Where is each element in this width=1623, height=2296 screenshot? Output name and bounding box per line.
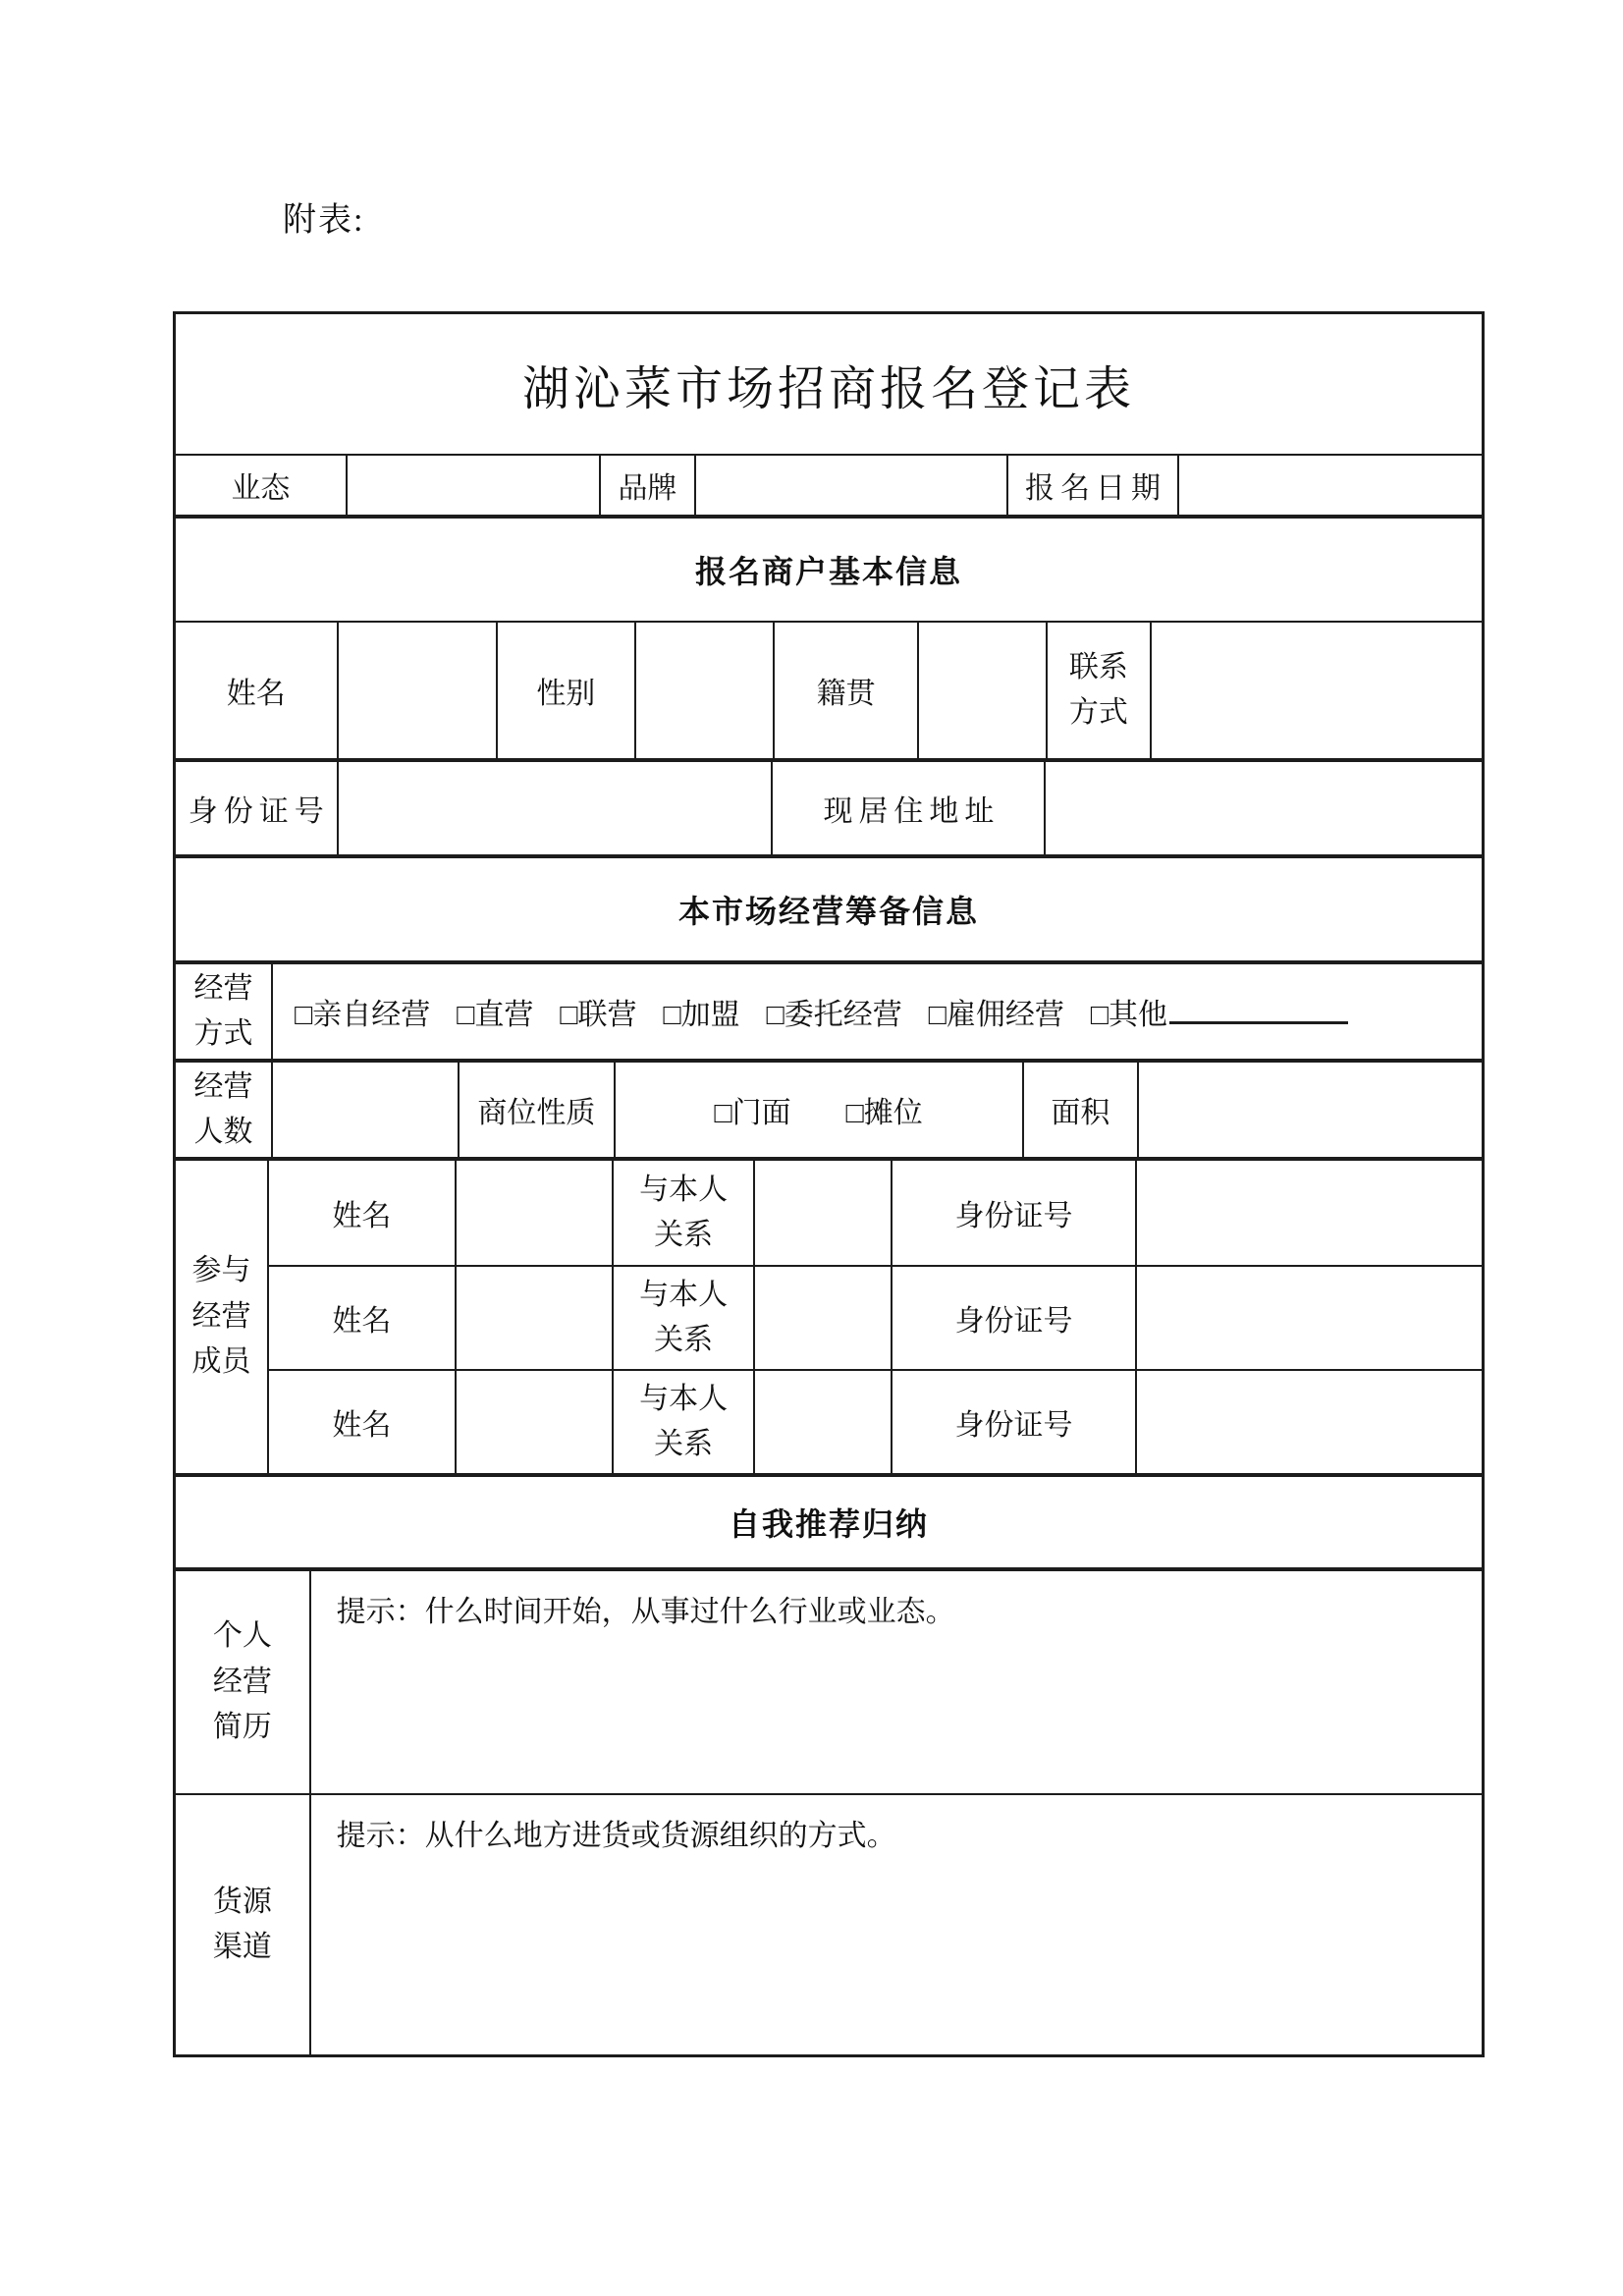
address-input[interactable]: [1044, 762, 1482, 854]
basic-info-row: [176, 454, 1482, 515]
member3-relation-label: [612, 1371, 752, 1473]
member1-relation-label-text: 与本人关系: [639, 1173, 729, 1251]
members-rows: [267, 1161, 1482, 1473]
booth-type-label: 商位性质: [458, 1063, 613, 1157]
business-type-label: 业态: [231, 472, 291, 505]
members-section: [176, 1157, 1482, 1473]
member3-relation-label-text: 与本人关系: [639, 1382, 729, 1460]
member3-name-input[interactable]: [455, 1371, 613, 1473]
staff-count-input[interactable]: [271, 1063, 458, 1157]
staff-booth-row: [176, 1059, 1482, 1157]
operate-mode-label-text: 经营方式: [193, 971, 253, 1050]
checkbox-option-joint[interactable]: □联营: [560, 999, 637, 1031]
brand-label: 品牌: [599, 456, 694, 515]
registration-form-table: [173, 311, 1485, 2057]
member-row-1: [267, 1161, 1482, 1265]
checkbox-option-other[interactable]: [1091, 990, 1348, 1033]
id-number-input[interactable]: [337, 762, 772, 854]
checkbox-option-storefront[interactable]: □门面: [714, 1097, 791, 1129]
history-label: [176, 1571, 309, 1793]
staff-count-label: [176, 1063, 271, 1157]
id-address-row: [176, 758, 1482, 854]
member1-name-input[interactable]: [455, 1161, 613, 1265]
staff-count-label-text: 经营人数: [193, 1069, 253, 1148]
annex-label: 附表:: [283, 202, 365, 239]
reg-date-input[interactable]: [1177, 456, 1482, 515]
supply-label: [176, 1795, 309, 2054]
member3-name-label: 姓名: [267, 1371, 454, 1473]
booth-type-options: [614, 1063, 1022, 1157]
member3-id-input[interactable]: [1135, 1371, 1482, 1473]
member3-relation-input[interactable]: [753, 1371, 891, 1473]
member1-id-input[interactable]: [1135, 1161, 1482, 1265]
member3-id-label: 身份证号: [891, 1371, 1136, 1473]
checkbox-option-entrust[interactable]: □委托经营: [766, 999, 902, 1031]
gender-label: 性别: [496, 623, 634, 758]
native-place-input[interactable]: [917, 623, 1045, 758]
contact-input[interactable]: [1150, 623, 1482, 758]
section-market-prep-title: 本市场经营筹备信息: [677, 894, 979, 929]
history-label-text: 个人经营简历: [212, 1619, 272, 1744]
contact-label: [1046, 623, 1150, 758]
history-hint: 提示：什么时间开始，从事过什么行业或业态。: [336, 1596, 955, 1628]
member1-name-label: 姓名: [267, 1161, 454, 1265]
form-title: 湖沁菜市场招商报名登记表: [521, 362, 1135, 415]
checkbox-option-employ[interactable]: □雇佣经营: [928, 999, 1064, 1031]
section-self-recommend-row: [176, 1473, 1482, 1567]
member1-id-label: 身份证号: [891, 1161, 1136, 1265]
name-input[interactable]: [337, 623, 496, 758]
member2-relation-input[interactable]: [753, 1267, 891, 1369]
supply-row: [176, 1793, 1482, 2054]
section-merchant-info-title: 报名商户基本信息: [694, 554, 962, 589]
brand-input[interactable]: [694, 456, 1006, 515]
checkbox-option-direct[interactable]: □直营: [457, 999, 534, 1031]
person-row: [176, 621, 1482, 758]
members-group-label-text: 参与经营成员: [191, 1254, 251, 1379]
address-label: 现居住地址: [771, 762, 1044, 854]
member1-relation-input[interactable]: [753, 1161, 891, 1265]
checkbox-option-stall[interactable]: □摊位: [845, 1097, 923, 1129]
supply-label-text: 货源渠道: [212, 1885, 272, 1963]
name-label: 姓名: [226, 678, 286, 710]
title-row: [176, 314, 1482, 454]
member2-name-input[interactable]: [455, 1267, 613, 1369]
operate-mode-row: [176, 960, 1482, 1059]
checkbox-option-other-text: □其他: [1090, 999, 1167, 1031]
checkbox-option-self-operate[interactable]: □亲自经营: [295, 999, 431, 1031]
operate-mode-options: [271, 964, 1482, 1059]
id-number-label: 身份证号: [188, 795, 330, 828]
native-place-label: 籍贯: [773, 623, 918, 758]
history-row: [176, 1567, 1482, 1793]
section-market-prep-row: [176, 854, 1482, 960]
members-group-label: [176, 1161, 267, 1473]
history-input-area[interactable]: [309, 1571, 1482, 1793]
member-row-2: [267, 1265, 1482, 1369]
area-label: 面积: [1022, 1063, 1137, 1157]
section-self-recommend-title: 自我推荐归纳: [728, 1506, 929, 1542]
operate-mode-label: [176, 964, 271, 1059]
member2-relation-label: [612, 1267, 752, 1369]
area-input[interactable]: [1137, 1063, 1482, 1157]
member1-relation-label: [612, 1161, 752, 1265]
member2-name-label: 姓名: [267, 1267, 454, 1369]
reg-date-label: 报名日期: [1006, 456, 1177, 515]
gender-input[interactable]: [634, 623, 773, 758]
business-type-input[interactable]: [346, 456, 599, 515]
contact-label-text: 联系方式: [1068, 650, 1128, 729]
member-row-3: [267, 1369, 1482, 1473]
checkbox-option-franchise[interactable]: □加盟: [663, 999, 740, 1031]
supply-input-area[interactable]: [309, 1795, 1482, 2054]
supply-hint: 提示：从什么地方进货或货源组织的方式。: [336, 1820, 896, 1852]
section-merchant-info-row: [176, 515, 1482, 621]
member2-relation-label-text: 与本人关系: [639, 1278, 729, 1356]
member2-id-input[interactable]: [1135, 1267, 1482, 1369]
other-fill-line[interactable]: [1169, 992, 1348, 1024]
member2-id-label: 身份证号: [891, 1267, 1136, 1369]
